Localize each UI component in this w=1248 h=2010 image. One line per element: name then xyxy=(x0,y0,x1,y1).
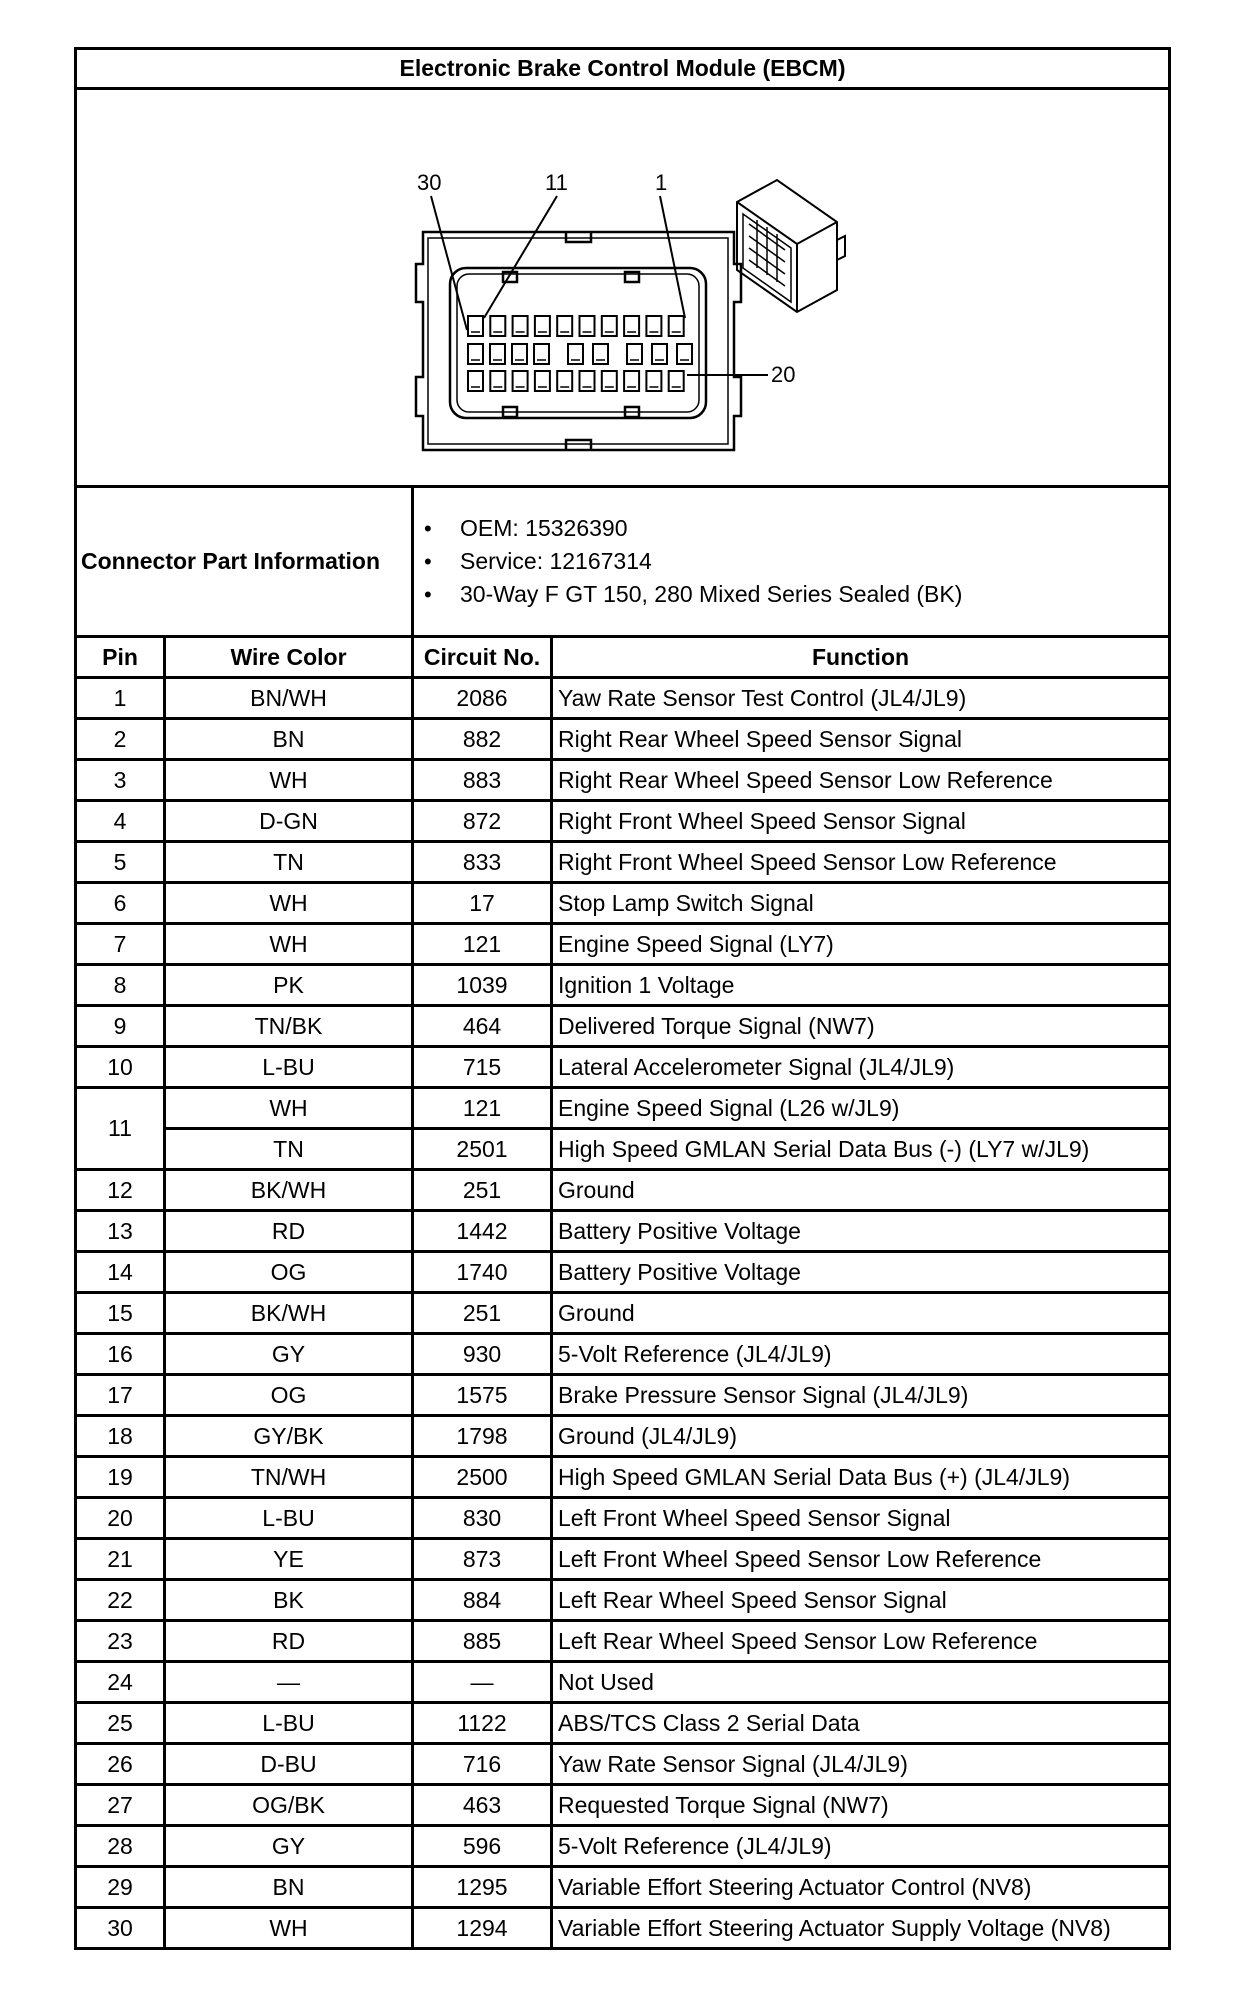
table-row xyxy=(77,802,1168,843)
table-row xyxy=(77,966,1168,1007)
terminal-cavity xyxy=(468,344,483,364)
callout-11: 11 xyxy=(545,170,568,195)
circuit-cell: 2086 xyxy=(414,679,553,720)
pin-cell: 15 xyxy=(77,1294,166,1335)
module-title: Electronic Brake Control Module (EBCM) xyxy=(77,50,1168,90)
circuit-cell: 251 xyxy=(414,1294,553,1335)
pin-cell: 8 xyxy=(77,966,166,1007)
circuit-cell: 121 xyxy=(414,1089,553,1130)
terminal-cavity xyxy=(593,344,608,364)
function-cell: Left Rear Wheel Speed Sensor Signal xyxy=(553,1581,1168,1622)
oem-part: • OEM: 15326390 xyxy=(460,512,1168,545)
wire-color-cell: RD xyxy=(166,1212,414,1253)
terminal-cavity xyxy=(646,371,661,391)
terminal-cavity xyxy=(557,371,572,391)
function-cell: Ground xyxy=(553,1171,1168,1212)
wire-color-cell: D-GN xyxy=(166,802,414,843)
terminal-cavity xyxy=(534,344,549,364)
wire-color-cell: GY/BK xyxy=(166,1417,414,1458)
wire-color-cell: BK/WH xyxy=(166,1294,414,1335)
function-cell: High Speed GMLAN Serial Data Bus (-) (LY7 w/JL9) xyxy=(553,1130,1168,1171)
pin-cell: 30 xyxy=(77,1909,166,1947)
table-row xyxy=(77,1417,1168,1458)
table-row xyxy=(77,1294,1168,1335)
pinout-table xyxy=(74,47,1171,1950)
table-row xyxy=(77,1458,1168,1499)
function-cell: Right Front Wheel Speed Sensor Signal xyxy=(553,802,1168,843)
connector-sheet xyxy=(74,47,1171,1950)
circuit-cell: 1442 xyxy=(414,1212,553,1253)
wire-color-cell: BN xyxy=(166,1868,414,1909)
column-header-pin: Pin xyxy=(77,638,166,679)
circuit-cell: 885 xyxy=(414,1622,553,1663)
terminal-cavity xyxy=(490,371,505,391)
function-cell: Battery Positive Voltage xyxy=(553,1212,1168,1253)
pin-cell: 12 xyxy=(77,1171,166,1212)
table-row xyxy=(77,1007,1168,1048)
pin-cell: 19 xyxy=(77,1458,166,1499)
circuit-cell: 596 xyxy=(414,1827,553,1868)
function-cell: Brake Pressure Sensor Signal (JL4/JL9) xyxy=(553,1376,1168,1417)
pin-cell: 2 xyxy=(77,720,166,761)
table-row xyxy=(77,1130,1168,1171)
pin-cell: 10 xyxy=(77,1048,166,1089)
function-cell: Ground xyxy=(553,1294,1168,1335)
terminal-cavity xyxy=(513,371,528,391)
table-row xyxy=(77,679,1168,720)
function-cell: Variable Effort Steering Actuator Supply Voltage (NV8) xyxy=(558,1914,1111,1941)
wire-color-cell: — xyxy=(166,1663,414,1704)
wire-color-cell: RD xyxy=(166,1622,414,1663)
circuit-cell: 464 xyxy=(414,1007,553,1048)
function-cell: 5-Volt Reference (JL4/JL9) xyxy=(553,1827,1168,1868)
circuit-cell: 1798 xyxy=(414,1417,553,1458)
circuit-cell: 251 xyxy=(414,1171,553,1212)
function-cell: Right Front Wheel Speed Sensor Low Reference xyxy=(553,843,1168,884)
circuit-cell: 873 xyxy=(414,1540,553,1581)
circuit-cell: 463 xyxy=(414,1786,553,1827)
wire-color-cell: BK xyxy=(166,1581,414,1622)
terminal-cavity xyxy=(535,371,550,391)
wire-color-cell: GY xyxy=(166,1827,414,1868)
pin-cell: 24 xyxy=(77,1663,166,1704)
connector-part-info xyxy=(414,488,1168,638)
wire-color-cell: OG xyxy=(166,1253,414,1294)
function-cell: Yaw Rate Sensor Signal (JL4/JL9) xyxy=(553,1745,1168,1786)
circuit-cell: 1295 xyxy=(414,1868,553,1909)
circuit-cell: 833 xyxy=(414,843,553,884)
circuit-cell: 2500 xyxy=(414,1458,553,1499)
pin-cell: 6 xyxy=(77,884,166,925)
circuit-cell: 882 xyxy=(414,720,553,761)
table-row xyxy=(77,1499,1168,1540)
function-cell: Yaw Rate Sensor Test Control (JL4/JL9) xyxy=(553,679,1168,720)
wire-color-cell: L-BU xyxy=(166,1499,414,1540)
circuit-cell: 715 xyxy=(414,1048,553,1089)
wire-color-cell: TN/WH xyxy=(166,1458,414,1499)
function-cell: Ignition 1 Voltage xyxy=(553,966,1168,1007)
function-cell: Stop Lamp Switch Signal xyxy=(553,884,1168,925)
table-row xyxy=(77,1048,1168,1089)
terminal-cavity xyxy=(652,344,667,364)
function-cell: Left Front Wheel Speed Sensor Signal xyxy=(553,1499,1168,1540)
pin-cell: 18 xyxy=(77,1417,166,1458)
function-cell: Right Rear Wheel Speed Sensor Signal xyxy=(553,720,1168,761)
terminal-cavity xyxy=(602,371,617,391)
pin-cell: 3 xyxy=(77,761,166,802)
function-cell: Delivered Torque Signal (NW7) xyxy=(553,1007,1168,1048)
terminal-cavity xyxy=(646,316,661,336)
callout-20: 20 xyxy=(771,362,796,387)
wire-color-cell: OG/BK xyxy=(166,1786,414,1827)
table-row xyxy=(77,1868,1168,1909)
table-row xyxy=(77,1622,1168,1663)
circuit-cell: 17 xyxy=(414,884,553,925)
wire-color-cell: BN/WH xyxy=(166,679,414,720)
wire-color-cell: GY xyxy=(166,1335,414,1376)
table-row xyxy=(77,1663,1168,1704)
callout-30: 30 xyxy=(417,170,442,195)
pin-cell: 7 xyxy=(77,925,166,966)
wire-color-cell: WH xyxy=(166,1089,414,1130)
pin-cell: 27 xyxy=(77,1786,166,1827)
pin-cell: 4 xyxy=(77,802,166,843)
function-cell: High Speed GMLAN Serial Data Bus (+) (JL4/JL9) xyxy=(553,1458,1168,1499)
wire-color-cell: WH xyxy=(166,884,414,925)
wire-color-cell: WH xyxy=(166,925,414,966)
circuit-cell: — xyxy=(414,1663,553,1704)
table-row xyxy=(77,1171,1168,1212)
pin-cell: 23 xyxy=(77,1622,166,1663)
circuit-cell: 1740 xyxy=(414,1253,553,1294)
terminal-cavity xyxy=(624,371,639,391)
pin-cell: 22 xyxy=(77,1581,166,1622)
connector-part-list xyxy=(414,512,1168,611)
wire-color-cell: WH xyxy=(166,761,414,802)
wire-color-cell: TN/BK xyxy=(166,1007,414,1048)
function-cell: ABS/TCS Class 2 Serial Data xyxy=(553,1704,1168,1745)
connector-description: • 30-Way F GT 150, 280 Mixed Series Sealed (BK) xyxy=(460,578,1168,611)
circuit-cell: 1575 xyxy=(414,1376,553,1417)
terminal-cavity xyxy=(627,344,642,364)
circuit-cell: 1122 xyxy=(414,1704,553,1745)
circuit-cell: 1039 xyxy=(414,966,553,1007)
table-row xyxy=(77,1745,1168,1786)
table-row xyxy=(77,843,1168,884)
table-row xyxy=(77,1540,1168,1581)
table-row xyxy=(77,1827,1168,1868)
table-row xyxy=(77,1581,1168,1622)
terminal-cavity xyxy=(490,316,505,336)
pin-cell: 21 xyxy=(77,1540,166,1581)
wire-color-cell: L-BU xyxy=(166,1704,414,1745)
wire-color-cell: BN xyxy=(166,720,414,761)
table-row xyxy=(77,1376,1168,1417)
wire-color-cell: YE xyxy=(166,1540,414,1581)
terminal-cavity xyxy=(468,371,483,391)
wire-color-cell: BK/WH xyxy=(166,1171,414,1212)
terminal-cavity xyxy=(669,371,684,391)
table-row xyxy=(77,1786,1168,1827)
pin-cell: 25 xyxy=(77,1704,166,1745)
connector-drawing xyxy=(77,90,1171,485)
terminal-cavity xyxy=(535,316,550,336)
circuit-cell: 930 xyxy=(414,1335,553,1376)
wire-color-cell: TN xyxy=(166,843,414,884)
terminal-cavity xyxy=(624,316,639,336)
terminal-cavity xyxy=(512,344,527,364)
function-cell: Lateral Accelerometer Signal (JL4/JL9) xyxy=(553,1048,1168,1089)
pin-cell: 26 xyxy=(77,1745,166,1786)
pin-cell: 11 xyxy=(77,1089,166,1171)
table-row xyxy=(77,884,1168,925)
wire-color-cell: PK xyxy=(166,966,414,1007)
function-cell: Requested Torque Signal (NW7) xyxy=(553,1786,1168,1827)
terminal-cavity xyxy=(669,316,684,336)
table-row xyxy=(77,1253,1168,1294)
function-cell: Ground (JL4/JL9) xyxy=(553,1417,1168,1458)
pin-cell: 29 xyxy=(77,1868,166,1909)
connector-diagram xyxy=(77,90,1168,488)
function-cell: Left Front Wheel Speed Sensor Low Reference xyxy=(553,1540,1168,1581)
function-cell: Battery Positive Voltage xyxy=(553,1253,1168,1294)
circuit-cell: 883 xyxy=(414,761,553,802)
pin-cell: 9 xyxy=(77,1007,166,1048)
circuit-cell: 2501 xyxy=(414,1130,553,1171)
table-row xyxy=(77,1909,1168,1947)
terminal-cavity xyxy=(677,344,692,364)
terminal-cavity xyxy=(580,371,595,391)
pin-cell: 16 xyxy=(77,1335,166,1376)
function-cell: Engine Speed Signal (LY7) xyxy=(553,925,1168,966)
wire-color-cell: L-BU xyxy=(166,1048,414,1089)
column-header-function: Function xyxy=(553,638,1168,679)
column-header-wire-color: Wire Color xyxy=(166,638,414,679)
table-row xyxy=(77,1704,1168,1745)
function-cell: 5-Volt Reference (JL4/JL9) xyxy=(553,1335,1168,1376)
function-cell: Right Rear Wheel Speed Sensor Low Reference xyxy=(553,761,1168,802)
wire-color-cell: D-BU xyxy=(166,1745,414,1786)
pin-cell: 20 xyxy=(77,1499,166,1540)
circuit-cell: 121 xyxy=(414,925,553,966)
wire-color-cell: WH xyxy=(166,1909,414,1947)
terminal-cavity xyxy=(557,316,572,336)
function-cell: Not Used xyxy=(553,1663,1168,1704)
table-row xyxy=(77,761,1168,802)
circuit-cell: 884 xyxy=(414,1581,553,1622)
terminal-cavity xyxy=(580,316,595,336)
pin-cell: 17 xyxy=(77,1376,166,1417)
pin-cell: 28 xyxy=(77,1827,166,1868)
pin-cell: 5 xyxy=(77,843,166,884)
pin-cell: 1 xyxy=(77,679,166,720)
function-cell: Variable Effort Steering Actuator Control (NV8) xyxy=(553,1868,1168,1909)
wire-color-cell: TN xyxy=(166,1130,414,1171)
callout-1: 1 xyxy=(655,170,668,195)
pin-cell: 13 xyxy=(77,1212,166,1253)
table-row xyxy=(77,1212,1168,1253)
service-part: • Service: 12167314 xyxy=(460,545,1168,578)
circuit-cell: 1294 xyxy=(414,1909,553,1947)
table-row xyxy=(77,720,1168,761)
terminal-cavity xyxy=(568,344,583,364)
function-cell: Engine Speed Signal (L26 w/JL9) xyxy=(553,1089,1168,1130)
wire-color-cell: OG xyxy=(166,1376,414,1417)
terminal-cavity xyxy=(468,316,483,336)
terminal-cavity xyxy=(490,344,505,364)
circuit-cell: 872 xyxy=(414,802,553,843)
function-cell: Left Rear Wheel Speed Sensor Low Reference xyxy=(553,1622,1168,1663)
table-row xyxy=(77,1335,1168,1376)
connector-part-info-label: Connector Part Information xyxy=(77,488,414,638)
table-row xyxy=(77,925,1168,966)
column-header-circuit: Circuit No. xyxy=(414,638,553,679)
circuit-cell: 830 xyxy=(414,1499,553,1540)
terminal-cavity xyxy=(602,316,617,336)
pin-cell: 14 xyxy=(77,1253,166,1294)
circuit-cell: 716 xyxy=(414,1745,553,1786)
table-row xyxy=(77,1089,1168,1130)
terminal-cavity xyxy=(513,316,528,336)
